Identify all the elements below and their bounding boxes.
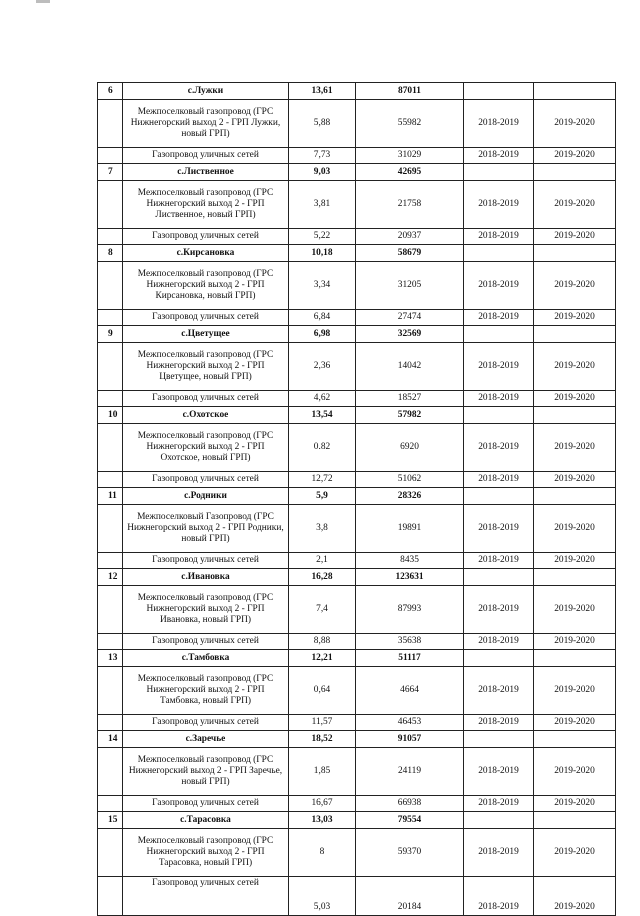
pipeline-length: 3,81: [289, 181, 356, 229]
pipeline-cost: 35638: [356, 634, 464, 650]
settlement-row: [98, 569, 616, 586]
intersettlement-pipeline-row: [98, 424, 616, 472]
settlement-name: с.Тарасовка: [123, 812, 289, 829]
total-cost: 79554: [356, 812, 464, 829]
settlement-name: с.Тамбовка: [123, 650, 289, 667]
settlement-row: [98, 650, 616, 667]
pipeline-description: Межпоселковый газопровод (ГРС Нижнегорский выход 2 - ГРП Заречье, новый ГРП): [123, 748, 289, 796]
empty-cell: [98, 748, 123, 796]
street-network-row: [98, 715, 616, 731]
pipeline-length: 11,57: [289, 715, 356, 731]
pipeline-length: 0,64: [289, 667, 356, 715]
total-cost: 87011: [356, 83, 464, 100]
construction-period: 2019-2020: [534, 343, 616, 391]
pipeline-description: Межпоселковый Газопровод (ГРС Нижнегорский выход 2 - ГРП Родники, новый ГРП): [123, 505, 289, 553]
pipeline-length: 5,22: [289, 229, 356, 245]
construction-period: 2019-2020: [534, 715, 616, 731]
total-length: 10,18: [289, 245, 356, 262]
empty-cell: [98, 100, 123, 148]
settlement-row: [98, 731, 616, 748]
pipeline-cost: 20937: [356, 229, 464, 245]
design-period: 2018-2019: [464, 715, 534, 731]
pipeline-length: 2,36: [289, 343, 356, 391]
empty-cell: [98, 553, 123, 569]
empty-cell: [464, 650, 534, 667]
design-period: 2018-2019: [464, 391, 534, 407]
row-number: 14: [98, 731, 123, 748]
construction-period: 2019-2020: [534, 829, 616, 877]
pipeline-cost: 4664: [356, 667, 464, 715]
pipeline-cost: 66938: [356, 796, 464, 812]
construction-period: 2019-2020: [534, 310, 616, 326]
pipeline-cost: 59370: [356, 829, 464, 877]
settlement-name: с.Ивановка: [123, 569, 289, 586]
empty-cell: [98, 229, 123, 245]
empty-cell: [534, 326, 616, 343]
intersettlement-pipeline-row: [98, 505, 616, 553]
empty-cell: [98, 391, 123, 407]
total-length: 9,03: [289, 164, 356, 181]
pipeline-length: 16,67: [289, 796, 356, 812]
pipeline-description: Газопровод уличных сетей: [123, 310, 289, 326]
street-network-row: [98, 553, 616, 569]
pipeline-cost: 14042: [356, 343, 464, 391]
pipeline-description: Межпоселковый газопровод (ГРС Нижнегорский выход 2 - ГРП Тарасовка, новый ГРП): [123, 829, 289, 877]
construction-period: 2019-2020: [534, 262, 616, 310]
construction-period: 2019-2020: [534, 667, 616, 715]
empty-cell: [98, 472, 123, 488]
settlement-row: [98, 245, 616, 262]
design-period: 2018-2019: [464, 424, 534, 472]
pipeline-cost: 87993: [356, 586, 464, 634]
total-cost: 123631: [356, 569, 464, 586]
gas-pipeline-table: [97, 82, 616, 916]
intersettlement-pipeline-row: [98, 343, 616, 391]
pipeline-cost: 20184: [356, 877, 464, 916]
total-length: 12,21: [289, 650, 356, 667]
total-length: 5,9: [289, 488, 356, 505]
construction-period: 2019-2020: [534, 100, 616, 148]
total-cost: 32569: [356, 326, 464, 343]
pipeline-cost: 31205: [356, 262, 464, 310]
empty-cell: [98, 796, 123, 812]
design-period: 2018-2019: [464, 100, 534, 148]
settlement-name: с.Заречье: [123, 731, 289, 748]
pipeline-description: Газопровод уличных сетей: [123, 796, 289, 812]
pipeline-cost: 51062: [356, 472, 464, 488]
pipeline-length: 3,8: [289, 505, 356, 553]
street-network-row: [98, 310, 616, 326]
empty-cell: [98, 505, 123, 553]
pipeline-description: Газопровод уличных сетей: [123, 715, 289, 731]
settlement-name: с.Родники: [123, 488, 289, 505]
intersettlement-pipeline-row: [98, 667, 616, 715]
pipeline-cost: 24119: [356, 748, 464, 796]
empty-cell: [534, 569, 616, 586]
empty-cell: [464, 812, 534, 829]
total-cost: 58679: [356, 245, 464, 262]
pipeline-description: Газопровод уличных сетей: [123, 148, 289, 164]
construction-period: 2019-2020: [534, 424, 616, 472]
pipeline-length: 1,85: [289, 748, 356, 796]
design-period: 2018-2019: [464, 634, 534, 650]
design-period: 2018-2019: [464, 343, 534, 391]
empty-cell: [534, 245, 616, 262]
total-cost: 91057: [356, 731, 464, 748]
intersettlement-pipeline-row: [98, 748, 616, 796]
pipeline-description: Межпоселковый газопровод (ГРС Нижнегорский выход 2 - ГРП Ивановка, новый ГРП): [123, 586, 289, 634]
street-network-row: [98, 229, 616, 245]
construction-period: 2019-2020: [534, 391, 616, 407]
total-length: 6,98: [289, 326, 356, 343]
settlement-row: [98, 83, 616, 100]
pipeline-length: 8,88: [289, 634, 356, 650]
settlement-name: с.Цветущее: [123, 326, 289, 343]
design-period: 2018-2019: [464, 796, 534, 812]
construction-period: 2019-2020: [534, 796, 616, 812]
pipeline-length: 12,72: [289, 472, 356, 488]
settlement-name: с.Охотское: [123, 407, 289, 424]
design-period: 2018-2019: [464, 472, 534, 488]
empty-cell: [98, 877, 123, 916]
total-length: 18,52: [289, 731, 356, 748]
pipeline-description: Межпоселковый газопровод (ГРС Нижнегорский выход 2 - ГРП Лиственное, новый ГРП): [123, 181, 289, 229]
empty-cell: [464, 731, 534, 748]
empty-cell: [98, 715, 123, 731]
row-number: 6: [98, 83, 123, 100]
empty-cell: [534, 407, 616, 424]
empty-cell: [464, 488, 534, 505]
empty-cell: [98, 424, 123, 472]
construction-period: 2019-2020: [534, 229, 616, 245]
street-network-row: [98, 148, 616, 164]
pipeline-length: 2,1: [289, 553, 356, 569]
design-period: 2018-2019: [464, 829, 534, 877]
construction-period: 2019-2020: [534, 634, 616, 650]
pipeline-cost: 6920: [356, 424, 464, 472]
intersettlement-pipeline-row: [98, 100, 616, 148]
pipeline-description: Газопровод уличных сетей: [123, 472, 289, 488]
pipeline-description: Газопровод уличных сетей: [123, 634, 289, 650]
construction-period: 2019-2020: [534, 877, 616, 916]
empty-cell: [464, 164, 534, 181]
pipeline-length: 6,84: [289, 310, 356, 326]
row-number: 7: [98, 164, 123, 181]
empty-cell: [464, 245, 534, 262]
pipeline-length: 0.82: [289, 424, 356, 472]
pipeline-length: 5,88: [289, 100, 356, 148]
pipeline-cost: 21758: [356, 181, 464, 229]
settlement-row: [98, 812, 616, 829]
pipeline-cost: 55982: [356, 100, 464, 148]
total-cost: 51117: [356, 650, 464, 667]
empty-cell: [98, 343, 123, 391]
construction-period: 2019-2020: [534, 472, 616, 488]
total-length: 13,03: [289, 812, 356, 829]
pipeline-length: 5,03: [289, 877, 356, 916]
total-cost: 42695: [356, 164, 464, 181]
pipeline-description: Межпоселковый газопровод (ГРС Нижнегорский выход 2 - ГРП Цветущее, новый ГРП): [123, 343, 289, 391]
street-network-row: [98, 634, 616, 650]
design-period: 2018-2019: [464, 310, 534, 326]
pipeline-cost: 31029: [356, 148, 464, 164]
empty-cell: [534, 731, 616, 748]
row-number: 10: [98, 407, 123, 424]
pipeline-description: Межпоселковый газопровод (ГРС Нижнегорский выход 2 - ГРП Лужки, новый ГРП): [123, 100, 289, 148]
pipeline-description: Газопровод уличных сетей: [123, 391, 289, 407]
pipeline-description: Межпоселковый газопровод (ГРС Нижнегорский выход 2 - ГРП Тамбовка, новый ГРП): [123, 667, 289, 715]
empty-cell: [534, 83, 616, 100]
design-period: 2018-2019: [464, 262, 534, 310]
empty-cell: [464, 407, 534, 424]
design-period: 2018-2019: [464, 667, 534, 715]
pipeline-cost: 8435: [356, 553, 464, 569]
row-number: 8: [98, 245, 123, 262]
design-period: 2018-2019: [464, 586, 534, 634]
design-period: 2018-2019: [464, 748, 534, 796]
pipeline-description: Межпоселковый газопровод (ГРС Нижнегорский выход 2 - ГРП Охотское, новый ГРП): [123, 424, 289, 472]
empty-cell: [98, 586, 123, 634]
settlement-name: с.Лужки: [123, 83, 289, 100]
street-network-row: [98, 472, 616, 488]
intersettlement-pipeline-row: [98, 181, 616, 229]
empty-cell: [98, 148, 123, 164]
pipeline-cost: 18527: [356, 391, 464, 407]
intersettlement-pipeline-row: [98, 262, 616, 310]
design-period: 2018-2019: [464, 553, 534, 569]
empty-cell: [534, 488, 616, 505]
row-number: 13: [98, 650, 123, 667]
construction-period: 2019-2020: [534, 505, 616, 553]
street-network-row: [98, 877, 616, 916]
row-number: 12: [98, 569, 123, 586]
settlement-name: с.Лиственное: [123, 164, 289, 181]
design-period: 2018-2019: [464, 877, 534, 916]
empty-cell: [464, 83, 534, 100]
row-number: 9: [98, 326, 123, 343]
total-length: 13,61: [289, 83, 356, 100]
construction-period: 2019-2020: [534, 181, 616, 229]
street-network-row: [98, 796, 616, 812]
design-period: 2018-2019: [464, 229, 534, 245]
pipeline-description: Межпоселковый газопровод (ГРС Нижнегорский выход 2 - ГРП Кирсановка, новый ГРП): [123, 262, 289, 310]
design-period: 2018-2019: [464, 505, 534, 553]
empty-cell: [534, 650, 616, 667]
pipeline-length: 3,34: [289, 262, 356, 310]
pipeline-length: 7,73: [289, 148, 356, 164]
street-network-row: [98, 391, 616, 407]
empty-cell: [464, 326, 534, 343]
pipeline-cost: 46453: [356, 715, 464, 731]
pipeline-description: Газопровод уличных сетей: [123, 877, 289, 916]
pipeline-length: 4,62: [289, 391, 356, 407]
pipeline-cost: 27474: [356, 310, 464, 326]
table-body: [98, 83, 616, 916]
pipeline-description: Газопровод уличных сетей: [123, 229, 289, 245]
empty-cell: [98, 262, 123, 310]
row-number: 15: [98, 812, 123, 829]
empty-cell: [534, 812, 616, 829]
construction-period: 2019-2020: [534, 553, 616, 569]
pipeline-description: Газопровод уличных сетей: [123, 553, 289, 569]
scan-mark: [36, 0, 50, 3]
empty-cell: [464, 569, 534, 586]
empty-cell: [98, 181, 123, 229]
empty-cell: [98, 634, 123, 650]
intersettlement-pipeline-row: [98, 586, 616, 634]
design-period: 2018-2019: [464, 181, 534, 229]
settlement-name: с.Кирсановка: [123, 245, 289, 262]
settlement-row: [98, 164, 616, 181]
pipeline-length: 8: [289, 829, 356, 877]
row-number: 11: [98, 488, 123, 505]
settlement-row: [98, 488, 616, 505]
construction-period: 2019-2020: [534, 586, 616, 634]
total-length: 16,28: [289, 569, 356, 586]
settlement-row: [98, 407, 616, 424]
construction-period: 2019-2020: [534, 148, 616, 164]
empty-cell: [98, 829, 123, 877]
pipeline-length: 7,4: [289, 586, 356, 634]
total-cost: 57982: [356, 407, 464, 424]
intersettlement-pipeline-row: [98, 829, 616, 877]
empty-cell: [98, 310, 123, 326]
total-cost: 28326: [356, 488, 464, 505]
design-period: 2018-2019: [464, 148, 534, 164]
empty-cell: [98, 667, 123, 715]
pipeline-cost: 19891: [356, 505, 464, 553]
settlement-row: [98, 326, 616, 343]
empty-cell: [534, 164, 616, 181]
construction-period: 2019-2020: [534, 748, 616, 796]
total-length: 13,54: [289, 407, 356, 424]
